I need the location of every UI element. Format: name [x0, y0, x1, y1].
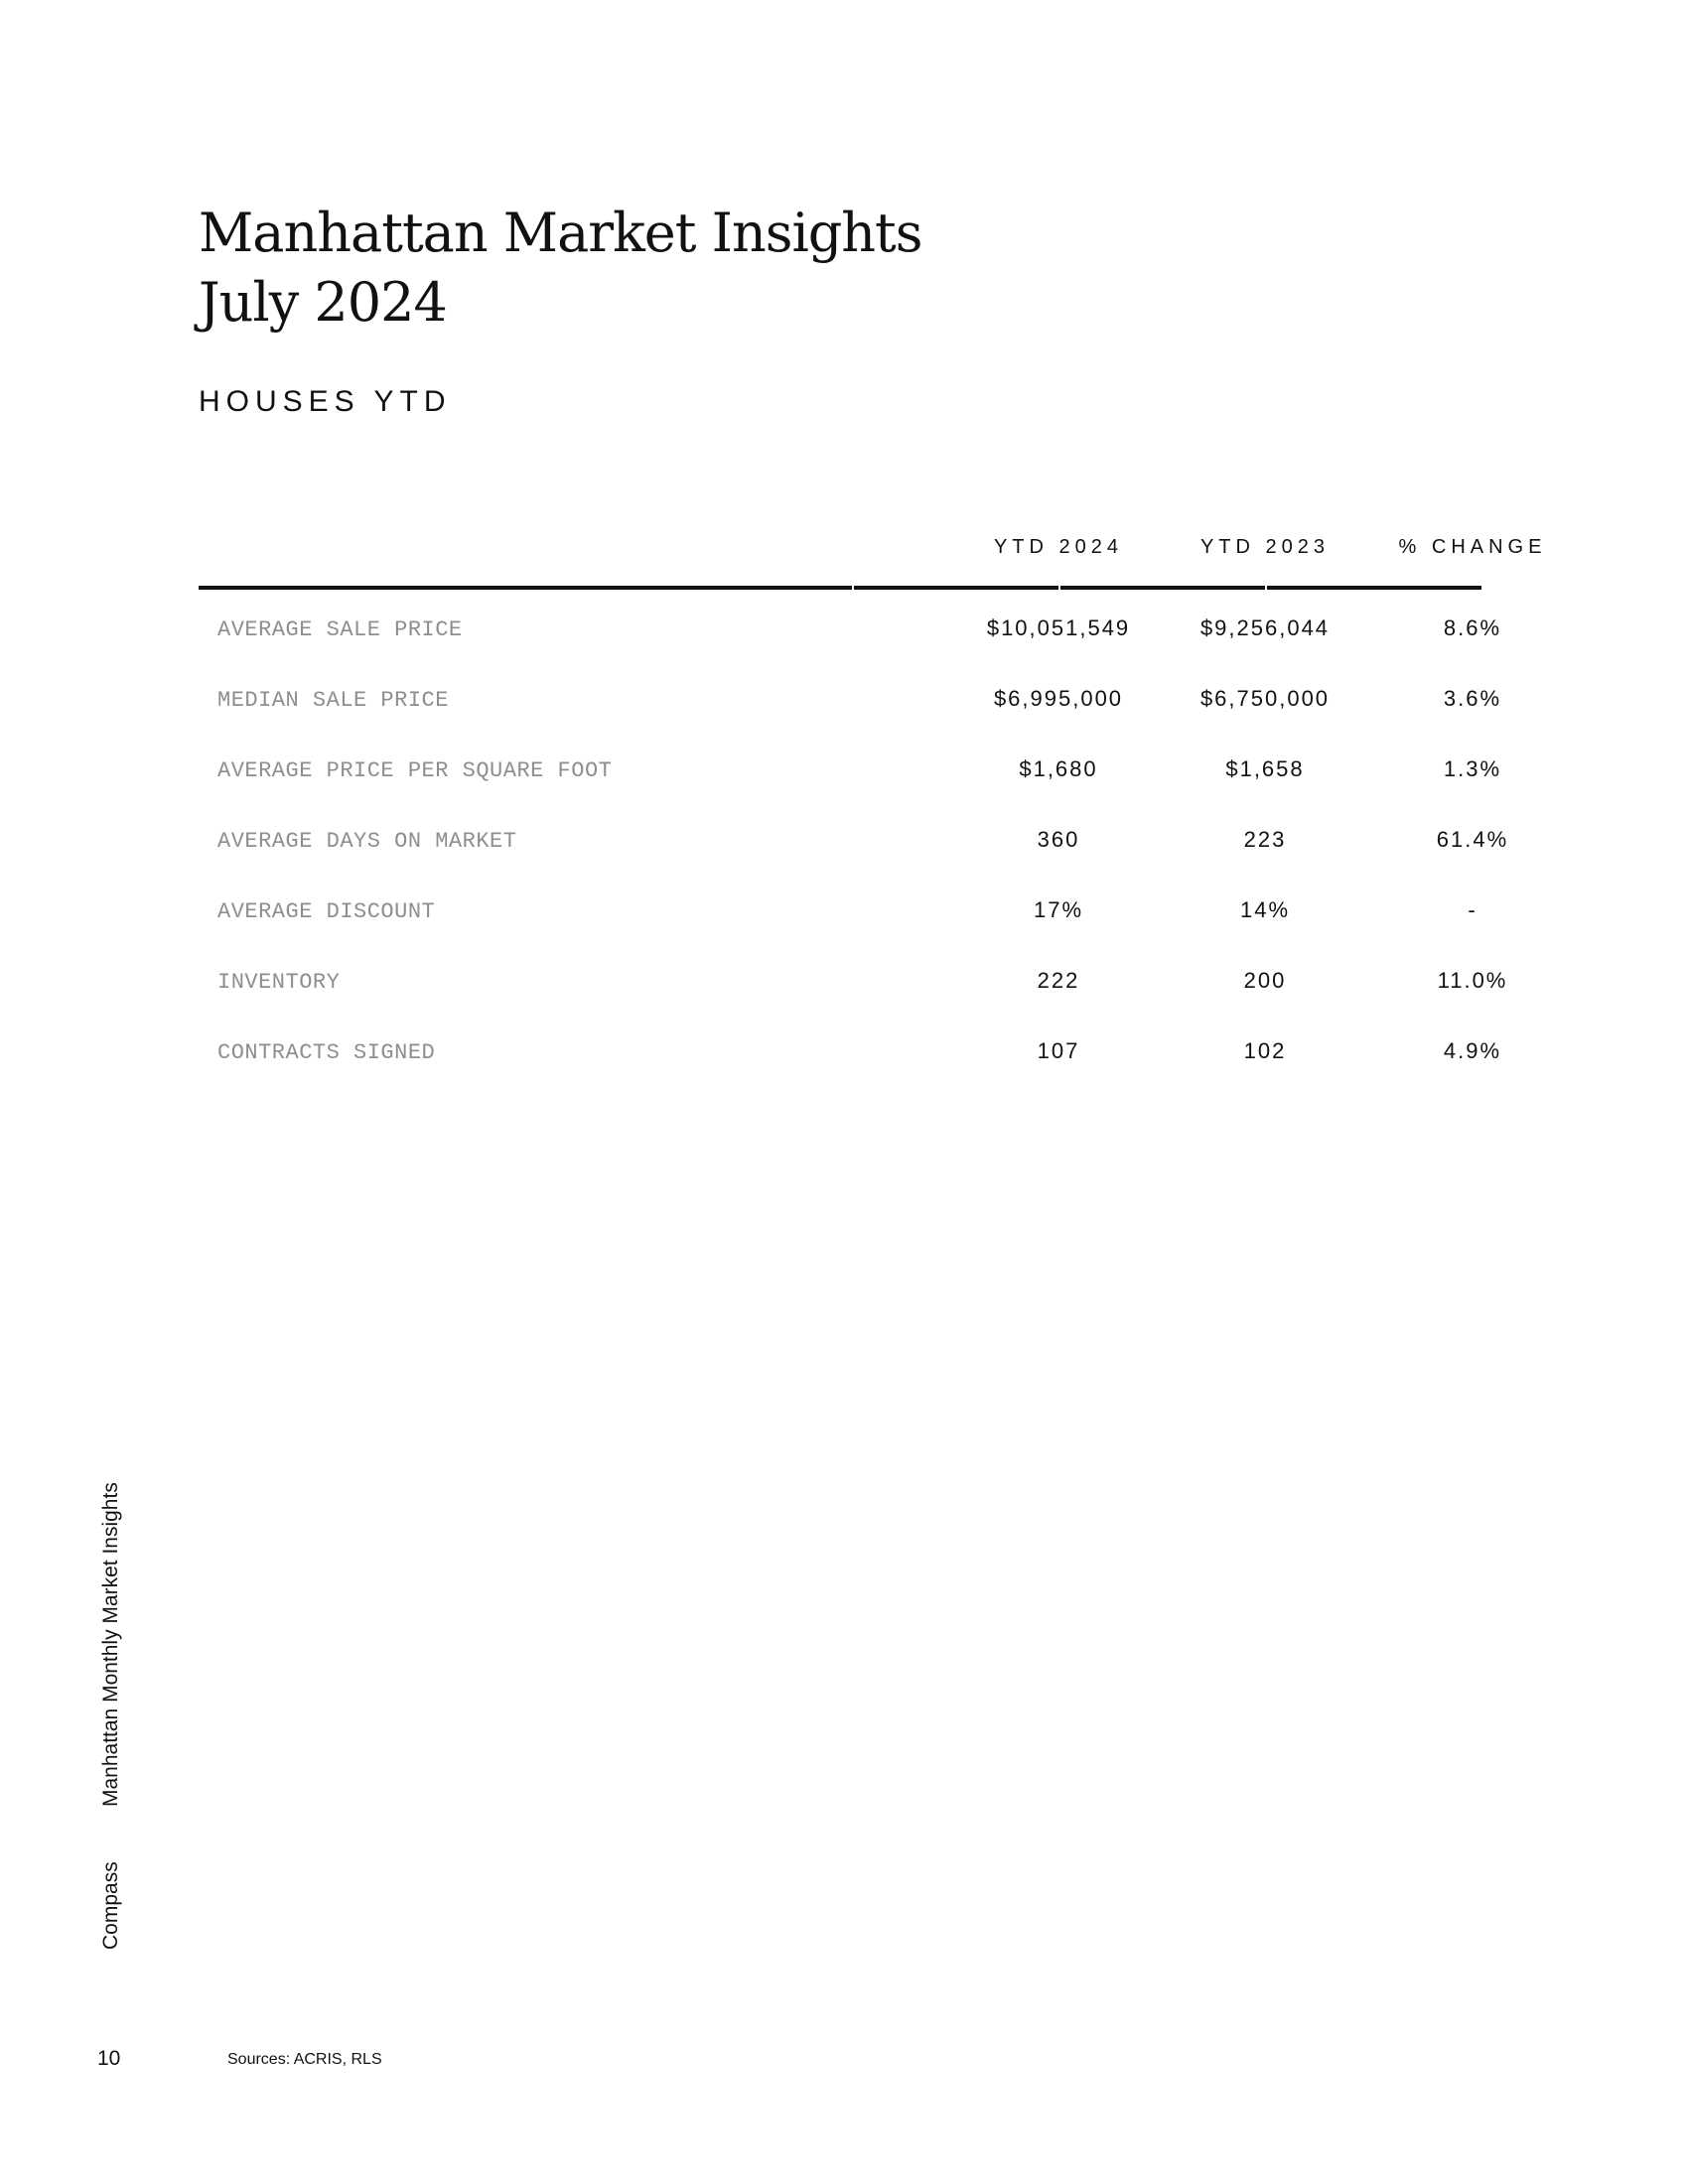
column-header-ytd-2024: YTD 2024	[993, 536, 1124, 558]
row-label: CONTRACTS SIGNED	[217, 1040, 436, 1065]
table-row	[199, 958, 1508, 1028]
value-change: 4.9%	[1443, 1038, 1502, 1063]
title-line-2: July 2024	[199, 271, 447, 334]
table-row	[199, 887, 1481, 958]
sources-note: Sources: ACRIS, RLS	[227, 2051, 382, 2068]
row-label: AVERAGE DAYS ON MARKET	[217, 829, 517, 854]
table-row	[199, 817, 1509, 887]
value-ytd-2023: $1,658	[1225, 756, 1305, 781]
sidebar-publication-title: Manhattan Monthly Market Insights	[99, 1482, 122, 1807]
row-label: AVERAGE PRICE PER SQUARE FOOT	[217, 758, 613, 783]
value-change: -	[1468, 897, 1477, 922]
value-ytd-2023: 200	[1243, 968, 1287, 993]
value-ytd-2023: $6,750,000	[1199, 686, 1331, 711]
table-header	[199, 536, 1547, 588]
page-number: 10	[97, 2047, 121, 2070]
market-stats-table	[199, 536, 1547, 1099]
value-ytd-2024: 222	[1037, 968, 1080, 993]
value-change: 61.4%	[1436, 827, 1509, 852]
value-ytd-2024: $6,995,000	[993, 686, 1124, 711]
value-ytd-2023: 14%	[1239, 897, 1291, 922]
value-ytd-2024: 107	[1037, 1038, 1080, 1063]
title-line-1: Manhattan Market Insights	[199, 202, 922, 264]
value-ytd-2024: $10,051,549	[986, 615, 1131, 640]
column-header-change: % CHANGE	[1398, 536, 1547, 558]
value-ytd-2024: 17%	[1033, 897, 1084, 922]
row-label: MEDIAN SALE PRICE	[217, 688, 449, 713]
value-change: 3.6%	[1443, 686, 1502, 711]
table-row	[199, 606, 1502, 676]
value-ytd-2024: $1,680	[1019, 756, 1098, 781]
value-ytd-2023: 102	[1243, 1038, 1287, 1063]
section-label: HOUSES YTD	[199, 385, 452, 418]
value-change: 8.6%	[1443, 615, 1502, 640]
table-row	[199, 1028, 1502, 1099]
value-ytd-2023: 223	[1243, 827, 1287, 852]
page-title	[199, 199, 921, 338]
row-label: INVENTORY	[217, 970, 341, 995]
table-row	[199, 747, 1502, 817]
value-ytd-2024: 360	[1037, 827, 1080, 852]
row-label: AVERAGE DISCOUNT	[217, 899, 436, 924]
sidebar-brand: Compass	[99, 1861, 122, 1950]
table-body	[199, 606, 1509, 1099]
table-row	[199, 676, 1502, 747]
value-ytd-2023: $9,256,044	[1199, 615, 1331, 640]
value-change: 11.0%	[1437, 968, 1508, 993]
row-label: AVERAGE SALE PRICE	[217, 617, 463, 642]
column-header-ytd-2023: YTD 2023	[1199, 536, 1331, 558]
header-rule	[199, 586, 1481, 590]
value-change: 1.3%	[1443, 756, 1502, 781]
